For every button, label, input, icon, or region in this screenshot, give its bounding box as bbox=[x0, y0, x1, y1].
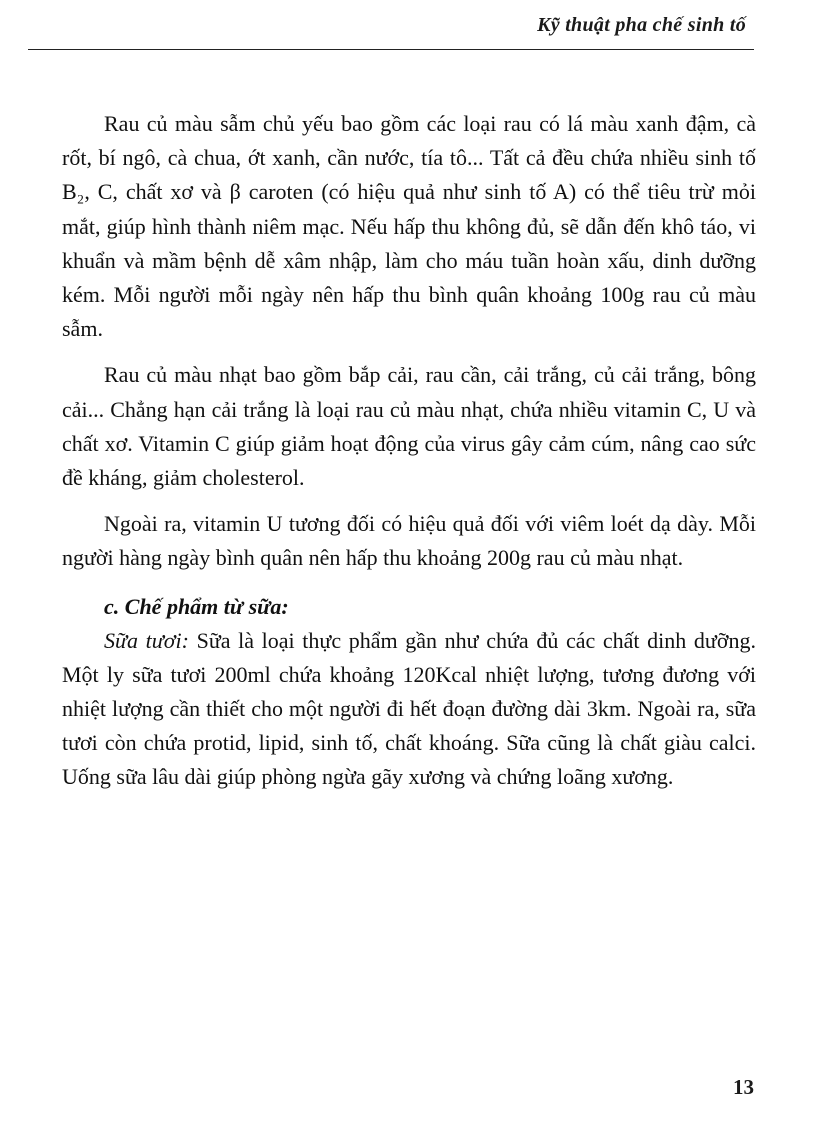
paragraph-light-vegetables: Rau củ màu nhạt bao gồm bắp cải, rau cần, cải trắng, củ cải trắng, bông cải... Chẳng hạn cải trắng là loại rau củ màu nhạt, chứa nhiều vitamin C, U và chất xơ. Vitamin C giúp giảm hoạt động của virus gây cảm cúm, nâng cao sức đề kháng, giảm cholesterol. bbox=[62, 362, 756, 491]
fresh-milk-lead: Sữa tươi: bbox=[104, 627, 189, 653]
page-body bbox=[62, 107, 756, 795]
fresh-milk-text: Sữa là loại thực phẩm gần như chứa đủ các chất dinh dưỡng. Một ly sữa tươi 200ml chứa khoảng 120Kcal nhiệt lượng, tương đương với nhiệt lượng cần thiết cho một người đi hết đoạn đường dài 3km. Ngoài ra, sữa tươi còn chứa protid, lipid, sinh tố, chất khoáng. Sữa cũng là chất giàu calci. Uống sữa lâu dài giúp phòng ngừa gãy xương và chứng loãng xương. bbox=[62, 627, 756, 790]
paragraph-vitamin-u: Ngoài ra, vitamin U tương đối có hiệu quả đối với viêm loét dạ dày. Mỗi người hàng ngày bình quân nên hấp thu khoảng 200g rau củ màu nhạt. bbox=[62, 511, 756, 571]
running-title: Kỹ thuật pha chế sinh tố bbox=[537, 14, 746, 36]
paragraph-dark-vegetables: Rau củ màu sẫm chủ yếu bao gồm các loại rau có lá màu xanh đậm, cà rốt, bí ngô, cà chua, ớt xanh, cần nước, tía tô... Tất cả đều chứa nhiều sinh tố B₂, C, chất xơ và β caroten (có hiệu quả như sinh tố A) có thể tiêu trừ mỏi mắt, giúp hình thành niêm mạc. Nếu hấp thu không đủ, sẽ dẫn đến khô táo, vi khuẩn và mầm bệnh dễ xâm nhập, làm cho máu tuần hoàn xấu, dinh dưỡng kém. Mỗi người mỗi ngày nên hấp thu bình quân khoảng 100g rau củ màu sẫm. bbox=[62, 111, 756, 342]
page-number: 13 bbox=[733, 1075, 754, 1099]
paragraph-fresh-milk bbox=[62, 624, 756, 795]
header-rule bbox=[28, 49, 754, 50]
section-heading-dairy: c. Chế phẩm từ sữa: bbox=[104, 593, 289, 619]
